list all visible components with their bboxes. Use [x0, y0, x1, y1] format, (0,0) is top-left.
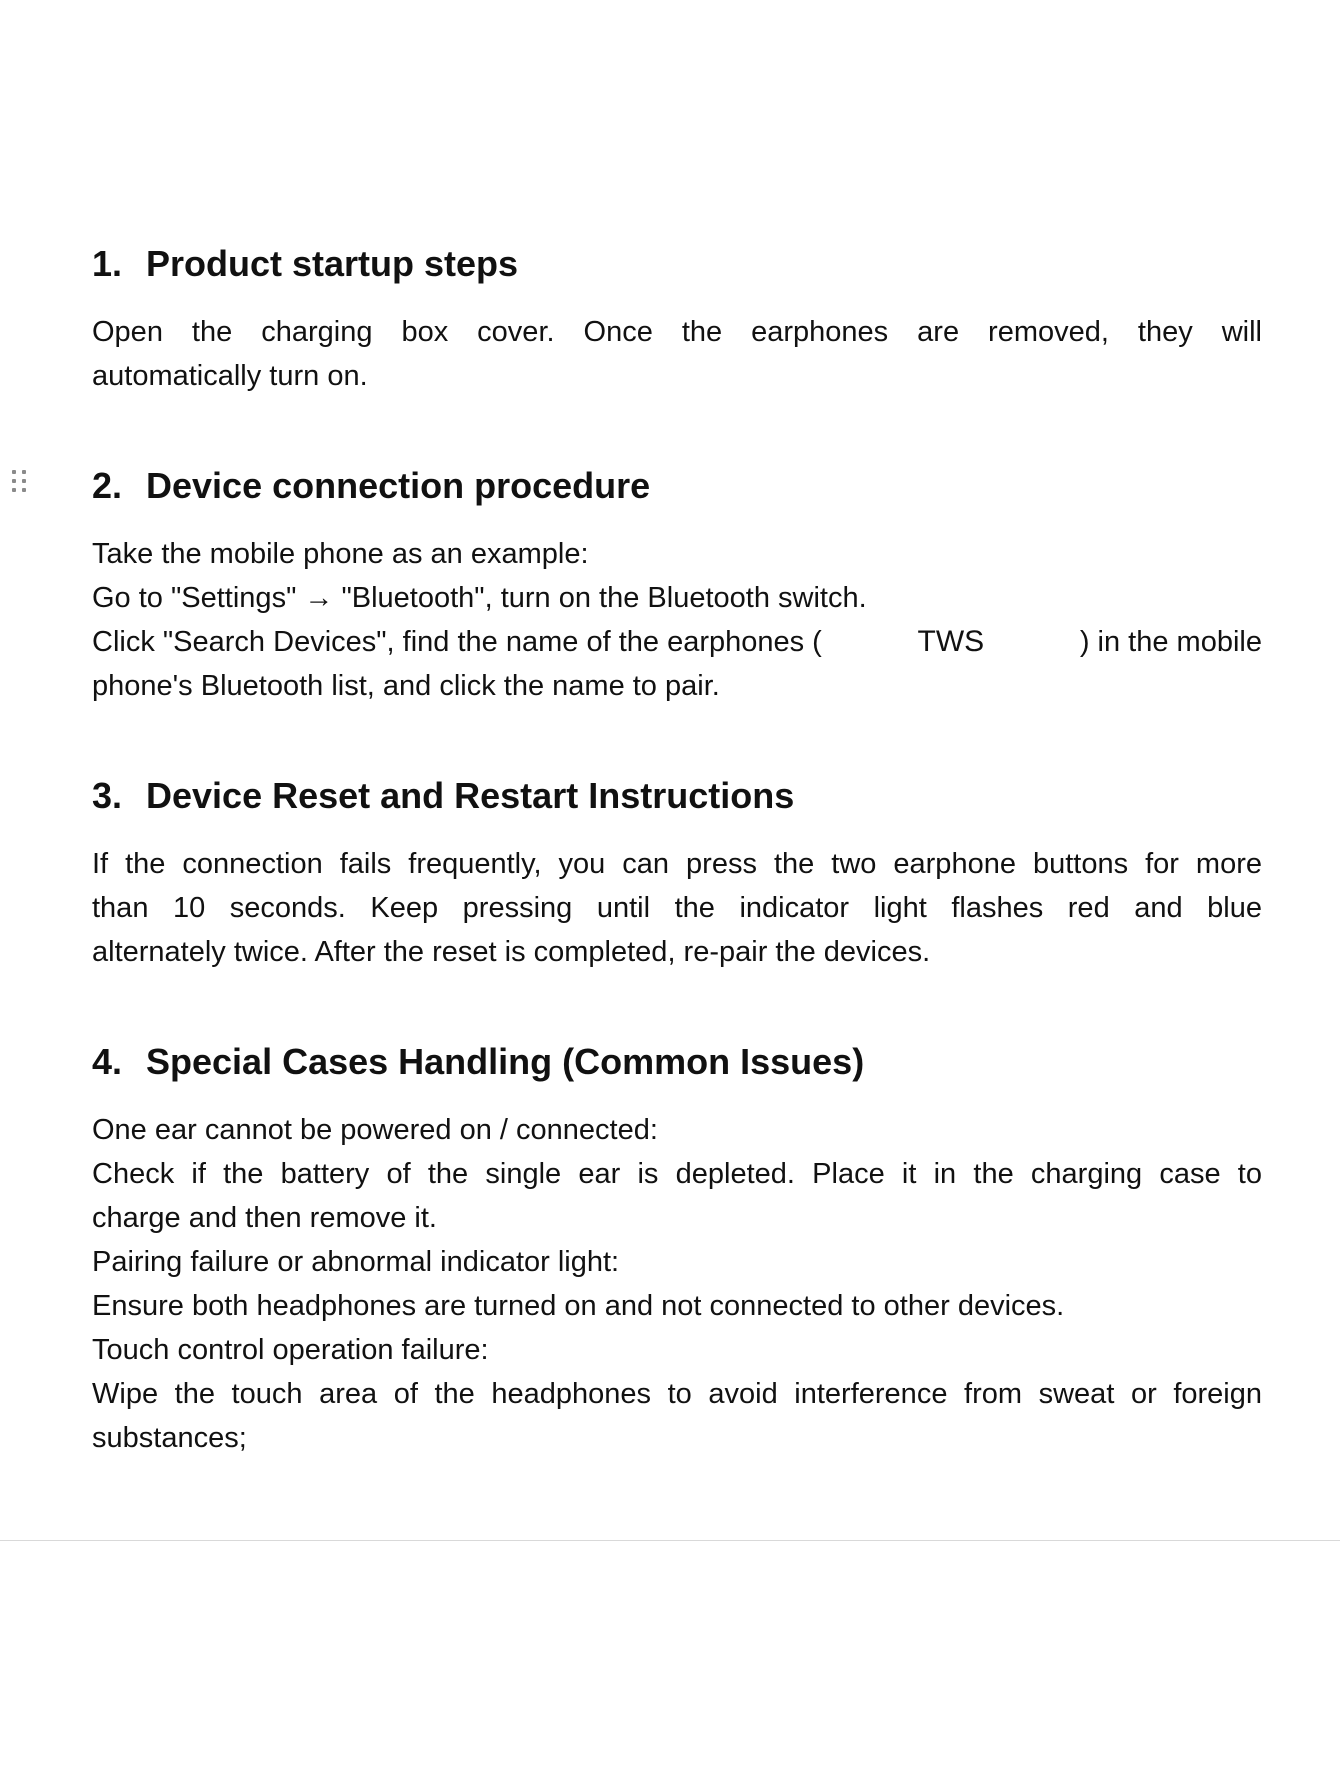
section-product-startup [92, 240, 1262, 398]
text-fragment: ) in the mobile [1079, 626, 1262, 658]
paragraph-line: phone's Bluetooth list, and click the name to pair. [92, 670, 720, 702]
paragraph-line-device-name [92, 620, 1262, 664]
paragraph-line: Ensure both headphones are turned on and not connected to other devices. [92, 1290, 1065, 1322]
paragraph-line: Take the mobile phone as an example: [92, 538, 589, 570]
paragraph-line: alternately twice. After the reset is completed, re-pair the devices. [92, 936, 931, 968]
drag-handle-icon[interactable] [12, 470, 30, 496]
section-title: Device connection procedure [146, 465, 651, 506]
paragraph-line: One ear cannot be powered on / connected: [92, 1114, 658, 1146]
section-number: 2. [92, 465, 123, 506]
page-divider [0, 1540, 1340, 1541]
text-fragment: Click "Search Devices", find the name of the earphones ( [92, 626, 822, 658]
paragraph-line: Pairing failure or abnormal indicator light: [92, 1246, 620, 1278]
paragraph-line: Open the charging box cover. Once the earphones are removed, they will [92, 316, 1262, 348]
paragraph-line: charge and then remove it. [92, 1202, 437, 1234]
drag-dot [12, 479, 16, 483]
section-title: Special Cases Handling (Common Issues) [146, 1041, 865, 1082]
section-heading [92, 772, 1262, 820]
paragraph-line: Check if the battery of the single ear is depleted. Place it in the charging case to [92, 1158, 1262, 1190]
paragraph-line: Go to "Settings" → "Bluetooth", turn on the Bluetooth switch. [92, 582, 867, 614]
section-title: Device Reset and Restart Instructions [146, 775, 795, 816]
paragraph-line: than 10 seconds. Keep pressing until the indicator light flashes red and blue [92, 892, 1262, 924]
paragraph-line: If the connection fails frequently, you can press the two earphone buttons for more [92, 848, 1262, 880]
device-name: TWS [917, 625, 985, 658]
section-device-reset [92, 772, 1262, 974]
drag-dot [12, 470, 16, 474]
drag-dot [22, 488, 26, 492]
section-special-cases [92, 1038, 1262, 1460]
section-number: 4. [92, 1041, 123, 1082]
section-heading [92, 462, 1262, 510]
drag-dot [12, 488, 16, 492]
drag-dot [22, 479, 26, 483]
section-heading [92, 240, 1262, 288]
paragraph-line: substances; [92, 1422, 247, 1454]
section-number: 3. [92, 775, 123, 816]
paragraph-line: Wipe the touch area of the headphones to avoid interference from sweat or foreign [92, 1378, 1262, 1410]
paragraph-line: automatically turn on. [92, 360, 368, 392]
paragraph-line: Touch control operation failure: [92, 1334, 489, 1366]
section-number: 1. [92, 243, 123, 284]
document-content [92, 240, 1262, 1460]
section-heading [92, 1038, 1262, 1086]
section-device-connection [92, 462, 1262, 708]
drag-dot [22, 470, 26, 474]
section-title: Product startup steps [146, 243, 519, 284]
